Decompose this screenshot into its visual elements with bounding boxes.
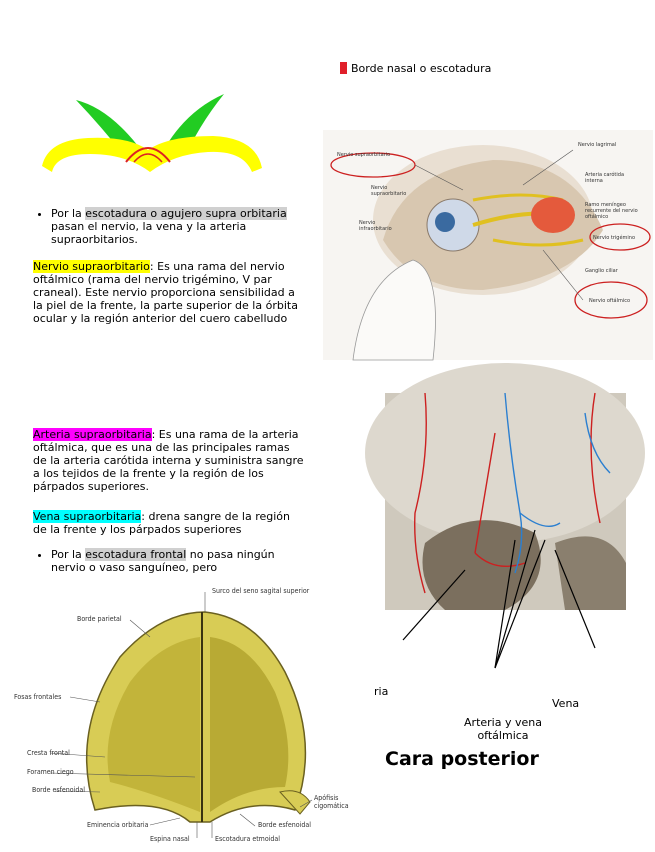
label-arteria-carotida: Arteria carótida interna [585, 172, 625, 184]
pointer-lines [395, 510, 605, 680]
label-nervio-lagrimal: Nervio lagrimal [578, 142, 617, 148]
label-borde-esfenoidal-2: Borde esfenoidal [258, 821, 311, 829]
arteria-term: Arteria supraorbitaria [33, 428, 152, 441]
label-borde-esfenoidal: Borde esfenoidal [32, 786, 85, 794]
label-apofisis: Apófisis cigomática [314, 794, 349, 810]
legend-swatch [340, 62, 347, 74]
cara-posterior-heading: Cara posterior [385, 748, 539, 770]
label-nervio-supraorbitario: Nervio supraorbitario [337, 152, 391, 158]
bullet-escotadura-frontal: • Por la escotadura frontal no pasa ningún nervio o vaso sanguíneo, pero [51, 548, 301, 574]
vena-term: Vena supraorbitaria [33, 510, 142, 523]
orbit-svg [323, 130, 653, 360]
bullet-supraorbitaria: • Por la escotadura o agujero supra orbitaria pasan el nervio, la vena y la arteria supraorbitarios. [51, 207, 301, 246]
bullet-list-1 [33, 207, 301, 246]
vena-body: : drena sangre de la región de la frente y los párpados superiores [33, 510, 291, 536]
frontal-bone-sketch [38, 88, 266, 180]
label-ganglio-ciliar: Ganglio ciliar [585, 268, 618, 274]
arteria-body: : Es una rama de la arteria oftálmica, que es una de las principales ramas de la arteria carótida interna y suministra sangre a los tejidos de la frente y la región de los párpados superiores. [33, 428, 304, 493]
label-foramen: Foramen ciego [27, 768, 74, 776]
label-eminencia: Eminencia orbitaria [87, 821, 149, 829]
label-surco: Surco del seno sagital superior [212, 587, 310, 595]
nervio-paragraph [33, 260, 305, 325]
label-escotadura-etmoidal: Escotadura etmoidal [215, 835, 281, 843]
legend-label: Borde nasal o escotadura [351, 62, 492, 75]
legend [340, 62, 491, 75]
vena-paragraph [33, 510, 305, 536]
label-ria: ria [374, 685, 389, 698]
label-fosas: Fosas frontales [14, 693, 62, 701]
label-vena: Vena [552, 697, 580, 710]
nervio-body: : Es una rama del nervio oftálmico (rama del nervio trigémino, V par craneal). Este nervio proporciona sensibilidad a la piel de la frente, la parte superior de la órbita ocular y la región anterior del cuero cabelludo [33, 260, 298, 325]
orbit-illustration [323, 130, 653, 360]
label-cresta: Cresta frontal [27, 749, 70, 757]
nervio-term: Nervio supraorbitario [33, 260, 150, 273]
label-espina-nasal: Espina nasal [150, 835, 190, 843]
label-nervio-infraorbitario: Nervio infraorbitario [359, 220, 392, 232]
arteria-paragraph [33, 428, 305, 493]
frontal-bone-svg [0, 582, 349, 848]
highlight-escotadura-frontal: escotadura frontal [85, 548, 187, 561]
frontal-bone-posterior [0, 582, 349, 848]
bullet-list-2 [33, 548, 301, 576]
highlight-supraorbitaria: escotadura o agujero supra orbitaria [85, 207, 287, 220]
label-ramo-meningeo: Ramo meníngeo recurrente del nervio oftálmico [585, 202, 638, 220]
label-nervio-trigemino: Nervio trigémino [593, 235, 636, 241]
label-nervio-oftalmico: Nervio oftálmico [589, 298, 631, 304]
label-nervio-supraorbitario-2: Nervio supraorbitario [371, 185, 407, 197]
label-arteria-vena-oftalmica: Arteria y vena oftálmica [464, 716, 542, 742]
label-borde-parietal: Borde parietal [77, 615, 122, 623]
